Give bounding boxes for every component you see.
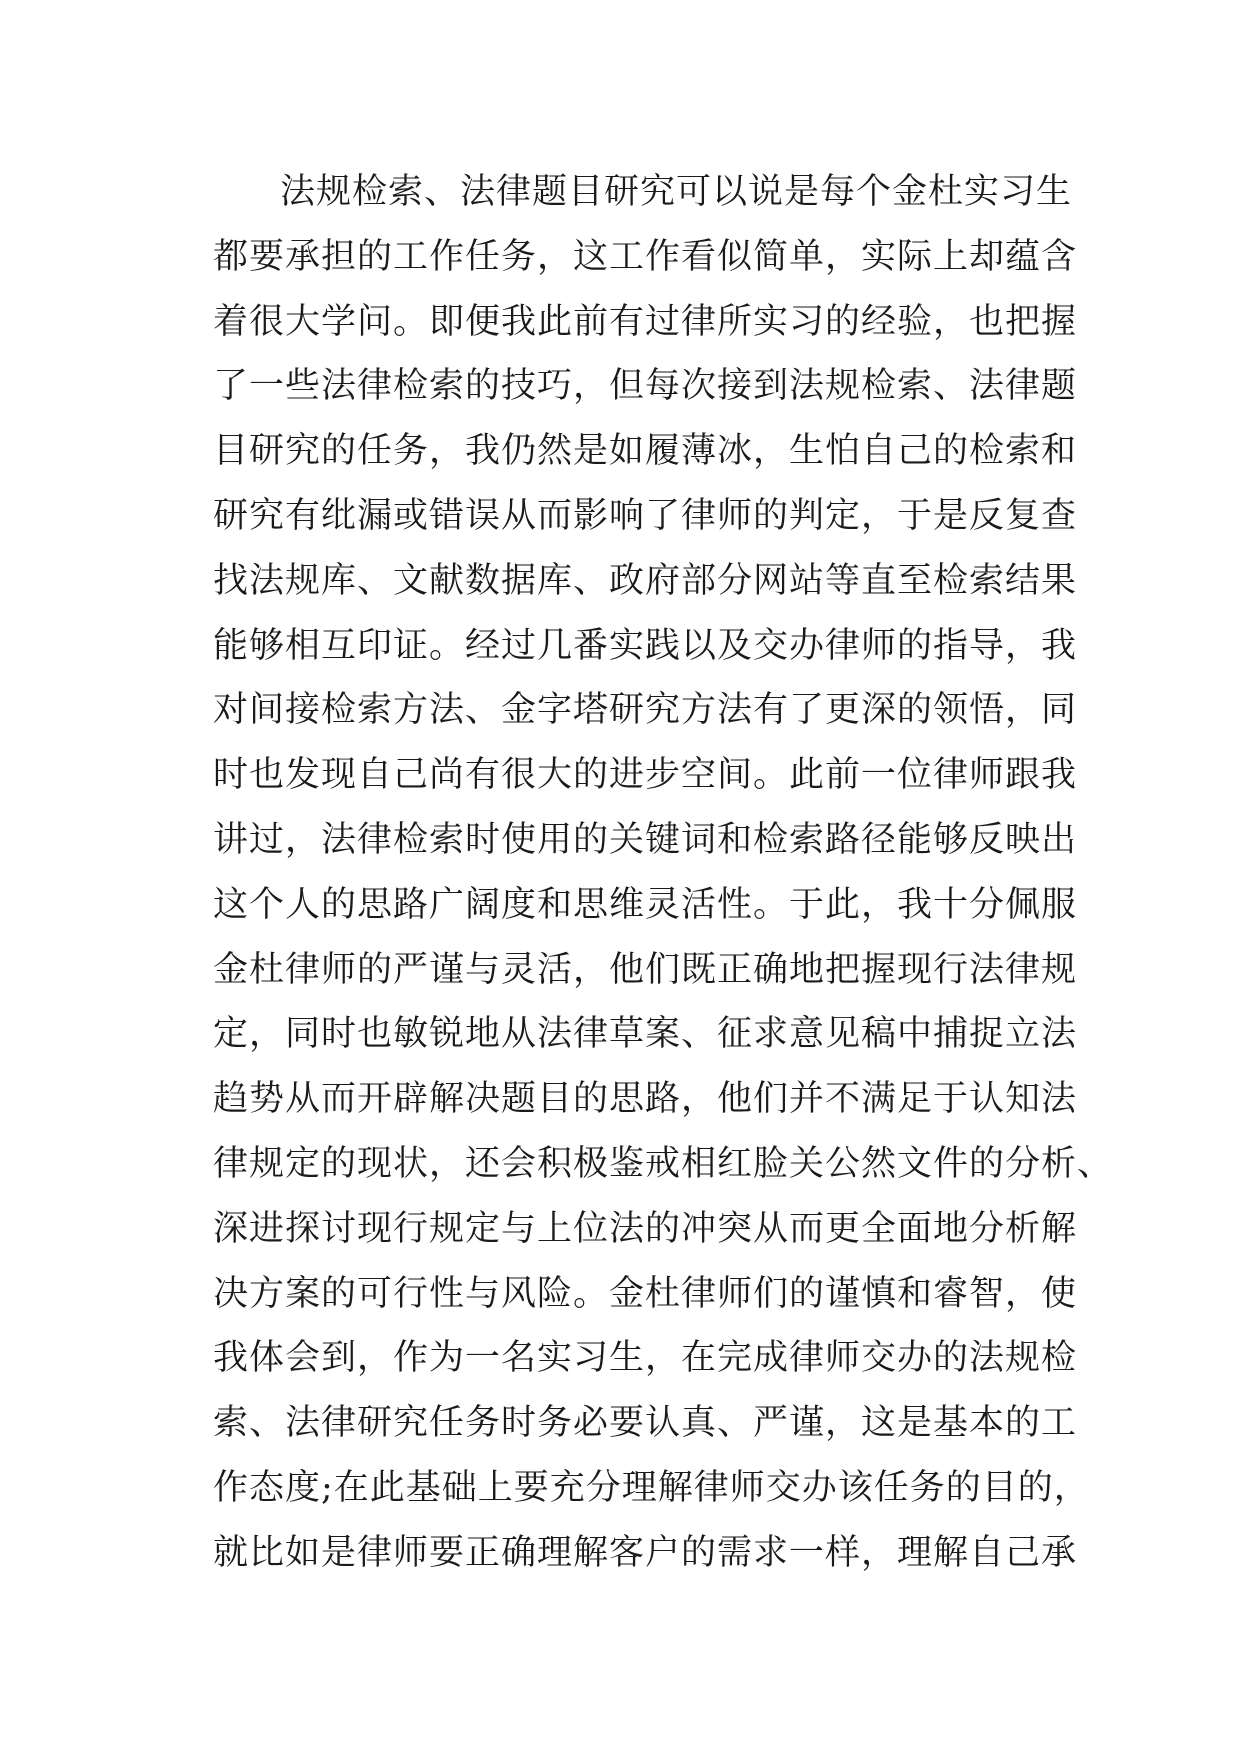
text-line: 都要承担的工作任务，这工作看似简单，实际上却蕴含 bbox=[213, 236, 1078, 277]
text-line: 作态度;在此基础上要充分理解律师交办该任务的目的， bbox=[213, 1467, 1090, 1508]
text-line: 定，同时也敏锐地从法律草案、征求意见稿中捕捉立法 bbox=[213, 1014, 1078, 1055]
text-line: 目研究的任务，我仍然是如履薄冰，生怕自己的检索和 bbox=[213, 431, 1078, 472]
text-line: 金杜律师的严谨与灵活，他们既正确地把握现行法律规 bbox=[213, 949, 1078, 990]
text-line: 法规检索、法律题目研究可以说是每个金杜实习生 bbox=[280, 172, 1073, 212]
text-line: 就比如是律师要正确理解客户的需求一样，理解自己承 bbox=[213, 1532, 1078, 1573]
text-line: 索、法律研究任务时务必要认真、严谨，这是基本的工 bbox=[213, 1403, 1078, 1444]
text-line: 对间接检索方法、金字塔研究方法有了更深的领悟，同 bbox=[213, 690, 1078, 731]
text-line: 决方案的可行性与风险。金杜律师们的谨慎和睿智，使 bbox=[213, 1273, 1078, 1314]
text-line: 了一些法律检索的技巧，但每次接到法规检索、法律题 bbox=[213, 366, 1078, 407]
text-line: 能够相互印证。经过几番实践以及交办律师的指导，我 bbox=[213, 625, 1078, 666]
text-line: 趋势从而开辟解决题目的思路，他们并不满足于认知法 bbox=[213, 1079, 1078, 1120]
body-paragraph bbox=[213, 160, 1114, 1586]
text-line: 找法规库、文献数据库、政府部分网站等直至检索结果 bbox=[213, 560, 1078, 601]
text-line: 研究有纰漏或错误从而影响了律师的判定，于是反复查 bbox=[213, 495, 1078, 536]
text-line: 我体会到，作为一名实习生，在完成律师交办的法规检 bbox=[213, 1338, 1078, 1379]
text-line: 讲过，法律检索时使用的关键词和检索路径能够反映出 bbox=[213, 819, 1078, 860]
text-line: 这个人的思路广阔度和思维灵活性。于此，我十分佩服 bbox=[213, 884, 1078, 925]
text-line: 着很大学问。即便我此前有过律所实习的经验，也把握 bbox=[213, 301, 1078, 342]
text-line: 深进探讨现行规定与上位法的冲突从而更全面地分析解 bbox=[213, 1208, 1078, 1249]
text-line: 律规定的现状，还会积极鉴戒相红脸关公然文件的分析、 bbox=[213, 1143, 1114, 1184]
text-line: 时也发现自己尚有很大的进步空间。此前一位律师跟我 bbox=[213, 755, 1078, 796]
